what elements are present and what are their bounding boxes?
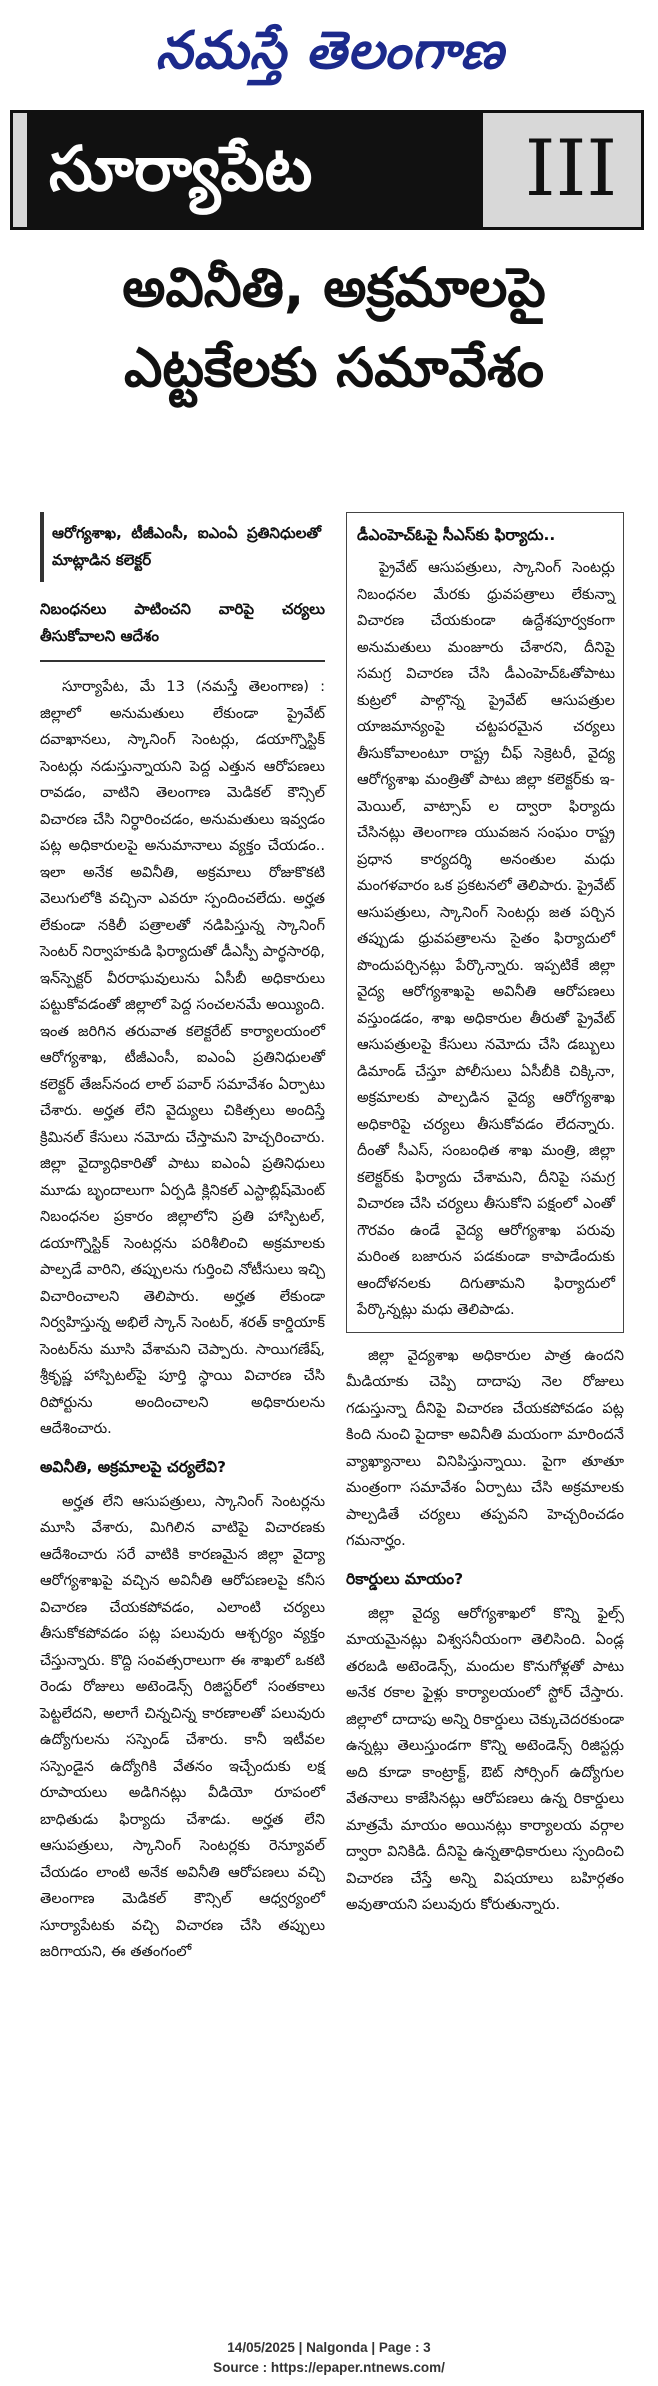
article-subdeck: నిబంధనలు పాటించని వారిపై చర్యలు తీసుకోవాలని ఆదేశం [40, 594, 325, 662]
headline-line-1: అవినీతి, అక్రమాలపై [122, 256, 546, 319]
section-banner [10, 110, 644, 230]
left-column [40, 512, 325, 1966]
page-roman-numeral: III [524, 124, 618, 214]
subhead-corruption: అవినీతి, అక్రమాలపై చర్యలేవి? [40, 1457, 227, 1476]
footer-source: Source : https://epaper.ntnews.com/ [213, 2360, 445, 2375]
right-paragraph-1: జిల్లా వైద్యశాఖ అధికారుల పాత్ర ఉందని మీడియాకు చెప్పి దాదాపు నెల రోజులు గడుస్తున్నా దీనిపై విచారణ చేయకపోవడం పట్ల కింది నుంచి పైదాకా అవినీతి మయంగా మారిందనే వ్యాఖ్యానాలు వినిపిస్తున్నాయి. పైగా తూతూ మంత్రంగా సమావేశం ఏర్పాటు చేసి అక్రమాలకు పాల్పడితే చర్యలు తప్పవని హెచ్చరించడం గమనార్హం. [346, 1346, 624, 1549]
complaint-box [346, 512, 624, 1333]
newspaper-logo: నమస్తే తెలంగాణ [155, 20, 505, 81]
footer-date-edition: 14/05/2025 | Nalgonda | Page : 3 [227, 2340, 431, 2355]
page-footer [0, 2338, 658, 2378]
left-paragraph-1: సూర్యాపేట, మే 13 (నమస్తే తెలంగాణ) : జిల్లాలో అనుమతులు లేకుండా ప్రైవేట్ దవాఖానలు, స్కానింగ్ సెంటర్లు, డయాగ్నొస్టిక్ సెంటర్లు నడుస్తున్నాయని పెద్ద ఎత్తున ఆరోపణలు రావడం, వాటిని తెలంగాణ మెడికల్ కౌన్సిల్ విచారణ చేసి నిర్ధారించడం, అనుమతులు ఇవ్వడం పట్ల అధికారులపై అనుమానాలు వ్యక్తం చేయడం.. ఇలా అనేక అవినీతి, అక్రమాలు రోజుకొకటి వెలుగులోకి వచ్చినా ఎవరూ స్పందించలేదు. అర్హత లేకుండా నకిలీ పత్రాలతో నడిపిస్తున్న స్కానింగ్ సెంటర్ నిర్వాహకుడి ఫిర్యాదుతో డీఎస్పీ పార్థసారథి, ఇన్‌స్పెక్టర్ వీరరాఘవులును ఏసీబీ అధికారులు పట్టుకోవడంతో జిల్లాలో పెద్ద సంచలనమే అయ్యింది. ఇంత జరిగిన తరువాత కలెక్టరేట్ కార్యాలయంలో ఆరోగ్యశాఖ, టీజీఎంసీ, ఐఎంఏ ప్రతినిధులతో కలెక్టర్ తేజస్‌నంద లాల్ పవార్ సమావేశం ఏర్పాటు చేశారు. అర్హత లేని వైద్యులు చికిత్సలు అందిస్తే క్రిమినల్ కేసులు నమోదు చేస్తామని హెచ్చరించారు. జిల్లా వైద్యాధికారితో పాటు ఐఎంఏ ప్రతినిధులు మూడు బృందాలుగా ఏర్పడి క్లినికల్ ఎస్టాబ్లిష్‌మెంట్ నిబంధనల ప్రకారం జిల్లాలోని ప్రతి హాస్పిటల్, డయాగ్నొస్టిక్ సెంటర్లను పరిశీలించి అక్రమాలకు పాల్పడే వారిని, తప్పులను గుర్తించి నోటీసులు ఇచ్చి విచారించాలని తెలిపారు. అర్హత లేకుండా నిర్వహిస్తున్న అభిలే స్కాన్ సెంటర్, శరత్ కార్డియాక్ సెంటర్‌ను మూసి వేశామని చెప్పారు. సాయిగణేష్, శ్రీకృష్ణ హాస్పిటల్‌పై పూర్తి స్థాయి విచారణ చేసి రిపోర్టును అందించాలని అధికారులను ఆదేశించారు. [40, 678, 325, 1437]
right-column [346, 512, 624, 1919]
complaint-box-heading: డీఎంహెచ్‌ఓపై సీఎస్‌కు ఫిర్యాదు.. [357, 526, 556, 544]
district-title: సూర్యాపేట [49, 132, 313, 205]
subhead-records: రికార్డులు మాయం? [346, 1569, 464, 1588]
masthead [0, 0, 658, 110]
banner-black-block [13, 113, 483, 227]
complaint-box-text: ప్రైవేట్ ఆసుపత్రులు, స్కానింగ్ సెంటర్లు నిబంధనల మేరకు ధ్రువపత్రాలు లేకున్నా విచారణ చేయకుండా ఉద్దేశపూర్వకంగా అనుమతులు మంజూరు చేశారని, దీనిపై సమగ్ర విచారణ చేసి డీఎంహెచ్‌ఓతోపాటు కుట్రలో పాల్గొన్న ప్రైవేట్ ఆసుపత్రుల యాజమాన్యంపై చట్టపరమైన చర్యలు తీసుకోవాలంటూ రాష్ట్ర చీఫ్ సెక్రెటరీ, వైద్య ఆరోగ్యశాఖ మంత్రితో పాటు జిల్లా కలెక్టర్‌కు ఇ-మెయిల్, వాట్సాప్ ల ద్వారా ఫిర్యాదు చేసినట్లు తెలంగాణ యువజన సంఘం రాష్ట్ర ప్రధాన కార్యదర్శి అనంతుల మధు మంగళవారం ఒక ప్రకటనలో తెలిపారు. ప్రైవేట్ ఆసుపత్రులు, స్కానింగ్ సెంటర్లు జత పర్చిన తప్పుడు ధ్రువపత్రాలను సైతం ఫిర్యాదులో పొందుపర్చినట్లు పేర్కొన్నారు. ఇప్పటికే జిల్లా వైద్య ఆరోగ్యశాఖపై అవినీతి ఆరోపణలు వస్తుండడం, శాఖ అధికారుల తీరుతో ప్రైవేట్ ఆసుపత్రులపై కేసులు నమోదు చేసి డబ్బులు డిమాండ్ చేస్తూ పోలీసులు ఏసీబీకి చిక్కినా, అక్రమాలకు పాల్పడిన వైద్య ఆరోగ్యశాఖ అధికారిపై చర్యలు తీసుకోవడం లేదన్నారు. దీంతో సీఎస్, సంబంధిత శాఖ మంత్రి, జిల్లా కలెక్టర్‌కు ఫిర్యాదు చేశామని, దీనిపై సమగ్ర విచారణ చేసి చర్యలు తీసుకోని పక్షంలో ఎంతో గౌరవం ఉండే వైద్య ఆరోగ్యశాఖ పరువు మరింత బజారున పడకుండా కాపాడేందుకు ఆందోళనలకు దిగుతామని ఫిర్యాదులో పేర్కొన్నట్లు మధు తెలిపాడు. [357, 559, 615, 1318]
headline-line-2: ఎట్టకేలకు సమావేశం [123, 336, 545, 399]
article-headline [44, 248, 624, 408]
left-paragraph-2: అర్హత లేని ఆసుపత్రులు, స్కానింగ్ సెంటర్లను మూసి వేశారు, మిగిలిన వాటిపై విచారణకు ఆదేశించారు సరే వాటికి కారణమైన జిల్లా వైద్యా ఆరోగ్యశాఖపై వచ్చిన అవినీతి ఆరోపణలపై కనీస విచారణ చేయకపోవడం, ఎలాంటి చర్యలు తీసుకోకపోవడం పట్ల పలువురు ఆశ్చర్యం వ్యక్తం చేస్తున్నారు. కొద్ది సంవత్సరాలుగా ఈ శాఖలో ఒకటి రెండు రోజులు అటెండెన్స్ రిజిస్టర్‌లో సంతకాలు పెట్టలేదని, అలాగే చిన్నచిన్న కారణాలతో పలువురు ఉద్యోగులను సస్పెండ్ చేశారు. కానీ ఇటీవల సస్పెండైన ఉద్యోగికి వేతనం ఇచ్చేందుకు లక్ష రూపాయలు అడిగినట్లు వీడియో రూపంలో బాధితుడు ఫిర్యాదు చేశాడు. అర్హత లేని ఆసుపత్రులు, స్కానింగ్ సెంటర్లకు రెన్యూవల్ చేయడం లాంటి అనేక అవినీతి ఆరోపణలు వచ్చి తెలంగాణ మెడికల్ కౌన్సిల్ ఆధ్వర్యంలో సూర్యాపేటకు వచ్చి విచారణ చేసి తప్పులు జరిగాయని, ఈ తతంగంలో [40, 1492, 325, 1960]
right-paragraph-2: జిల్లా వైద్య ఆరోగ్యశాఖలో కొన్ని ఫైల్స్ మాయమైనట్లు విశ్వసనీయంగా తెలిసింది. ఏండ్ల తరబడి అటెండెన్స్, మందుల కొనుగోళ్లతో పాటు అనేక రకాల ఫైళ్లు కార్యాలయంలో స్టోర్ చేస్తారు. జిల్లాలో దాదాపు అన్ని రికార్డులు చెక్కుచెదరకుండా ఉన్నట్లు తెలుస్తుండగా కొన్ని అటెండెన్స్ రిజిస్టర్లు అది కూడా కాంట్రాక్ట్, ఔట్ సోర్సింగ్ ఉద్యోగుల వేతనాలు కాజేసినట్లు ఆరోపణలు ఉన్న రికార్డులు మాత్రమే మాయం అయినట్లు కార్యాలయ వర్గాల ద్వారా వినికిడి. దీనిపై ఉన్నతాధికారులు స్పందించి విచారణ చేస్తే అన్ని విషయాలు బహిర్గతం అవుతాయని పలువురు కోరుతున్నారు. [346, 1604, 624, 1913]
article-deck: ఆరోగ్యశాఖ, టీజీఎంసీ, ఐఎంఏ ప్రతినిధులతో మాట్లాడిన కలెక్టర్ [40, 512, 325, 582]
